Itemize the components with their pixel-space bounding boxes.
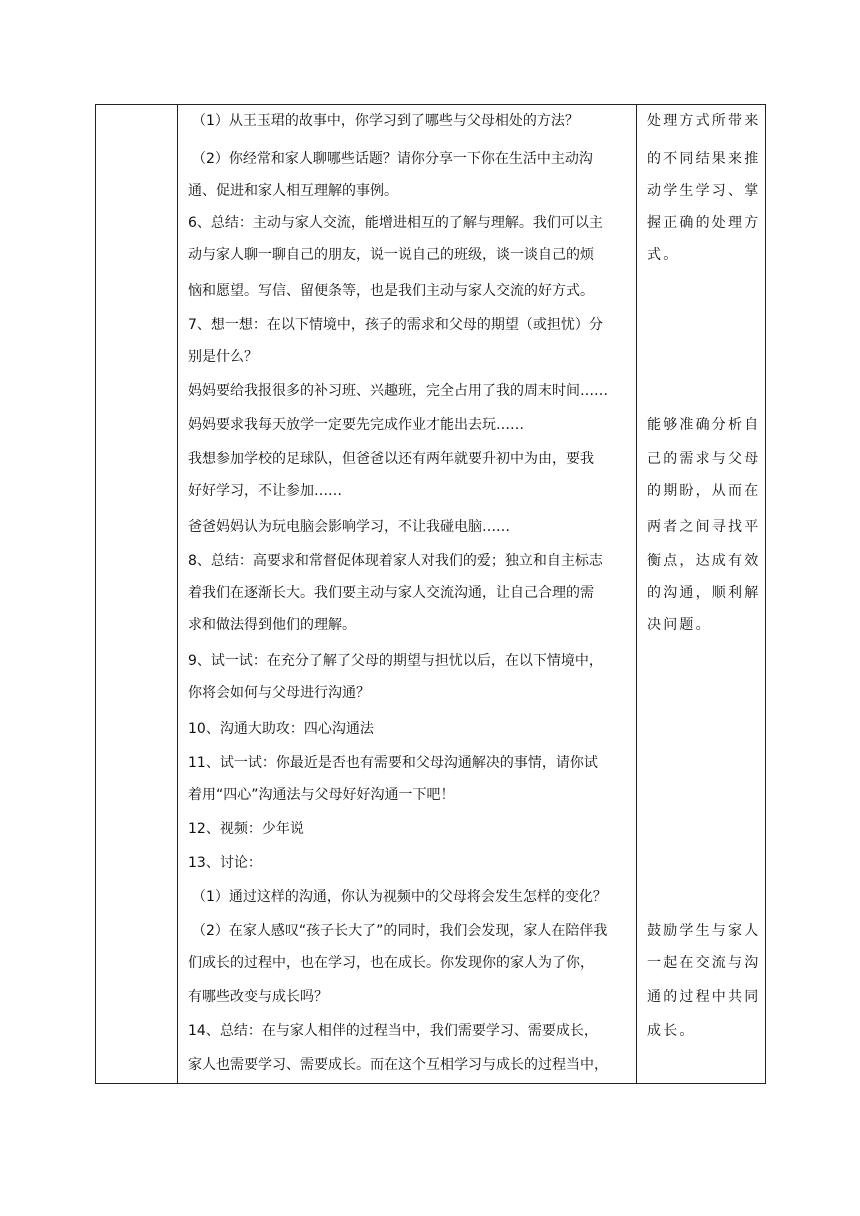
column-divider-left [177,105,178,1083]
main-line: 9、试一试：在充分了解了父母的期望与担忧以后，在以下情境中， [188,653,603,669]
main-line: 6、总结：主动与家人交流，能增进相互的了解与理解。我们可以主 [188,215,603,231]
note-line: 成长。 [647,1023,696,1039]
main-line: （2）你经常和家人聊哪些话题？请你分享一下你在生活中主动沟 [192,151,593,167]
note-line: 动学生学习、掌 [647,183,761,199]
main-line: 们成长的过程中，也在学习，也在成长。你发现你的家人为了你， [188,955,594,971]
main-line: 有哪些改变与成长吗？ [188,989,328,1005]
main-line: 8、总结：高要求和常督促体现着家人对我们的爱；独立和自主标志 [188,553,603,569]
main-line: 爸爸妈妈认为玩电脑会影响学习，不让我碰电脑…… [188,519,510,535]
main-line: 我想参加学校的足球队，但爸爸以还有两年就要升初中为由，要我 [188,451,594,467]
main-line: 通、促进和家人相互理解的事例。 [188,183,398,199]
main-line: 妈妈要给我报很多的补习班、兴趣班，完全占用了我的周末时间…… [188,383,608,399]
note-line: 己的需求与父母 [647,451,761,467]
main-line: 好好学习，不让参加…… [188,483,342,499]
note-line: 的期盼，从而在 [647,483,761,499]
note-line: 握正确的处理方 [647,215,761,231]
main-line: 妈妈要求我每天放学一定要先完成作业才能出去玩…… [188,417,524,433]
column-divider-right [636,105,637,1083]
main-line: 恼和愿望。写信、留便条等，也是我们主动与家人交流的好方式。 [188,283,594,299]
note-line: 的不同结果来推 [647,151,761,167]
note-line: 的沟通，顺利解 [647,585,761,601]
note-line: 通的过程中共同 [647,989,761,1005]
lesson-table [95,104,766,1084]
note-line: 决问题。 [647,617,712,633]
note-line: 两者之间寻找平 [647,519,761,535]
main-line: 10、沟通大助攻：四心沟通法 [188,721,374,737]
main-line: 14、总结：在与家人相伴的过程当中，我们需要学习、需要成长， [188,1023,598,1039]
main-line: 13、讨论： [188,855,262,871]
note-line: 式。 [647,247,680,263]
note-line: 衡点，达成有效 [647,553,761,569]
main-line: 着用“四心”沟通法与父母好好沟通一下吧！ [188,787,455,803]
main-line: 求和做法得到他们的理解。 [188,617,356,633]
main-line: 12、视频：少年说 [188,821,304,837]
main-line: 着我们在逐渐长大。我们要主动与家人交流沟通，让自己合理的需 [188,585,594,601]
main-line: （1）通过这样的沟通，你认为视频中的父母将会发生怎样的变化？ [192,889,607,905]
note-line: 能够准确分析自 [647,417,761,433]
main-line: 11、试一试：你最近是否也有需要和父母沟通解决的事情，请你试 [188,755,598,771]
note-line: 处理方式所带来 [647,113,761,129]
main-line: 你将会如何与父母进行沟通？ [188,685,370,701]
main-line: 别是什么？ [188,349,258,365]
main-line: （2）在家人感叹“孩子长大了”的同时，我们会发现，家人在陪伴我 [192,923,608,939]
note-line: 鼓励学生与家人 [647,923,761,939]
main-line: （1）从王玉珺的故事中，你学习到了哪些与父母相处的方法？ [192,113,579,129]
main-line: 7、想一想：在以下情境中，孩子的需求和父母的期望（或担忧）分 [188,317,603,333]
main-line: 动与家人聊一聊自己的朋友，说一说自己的班级，谈一谈自己的烦 [188,247,594,263]
main-line: 家人也需要学习、需要成长。而在这个互相学习与成长的过程当中， [188,1057,608,1073]
note-line: 一起在交流与沟 [647,955,761,971]
